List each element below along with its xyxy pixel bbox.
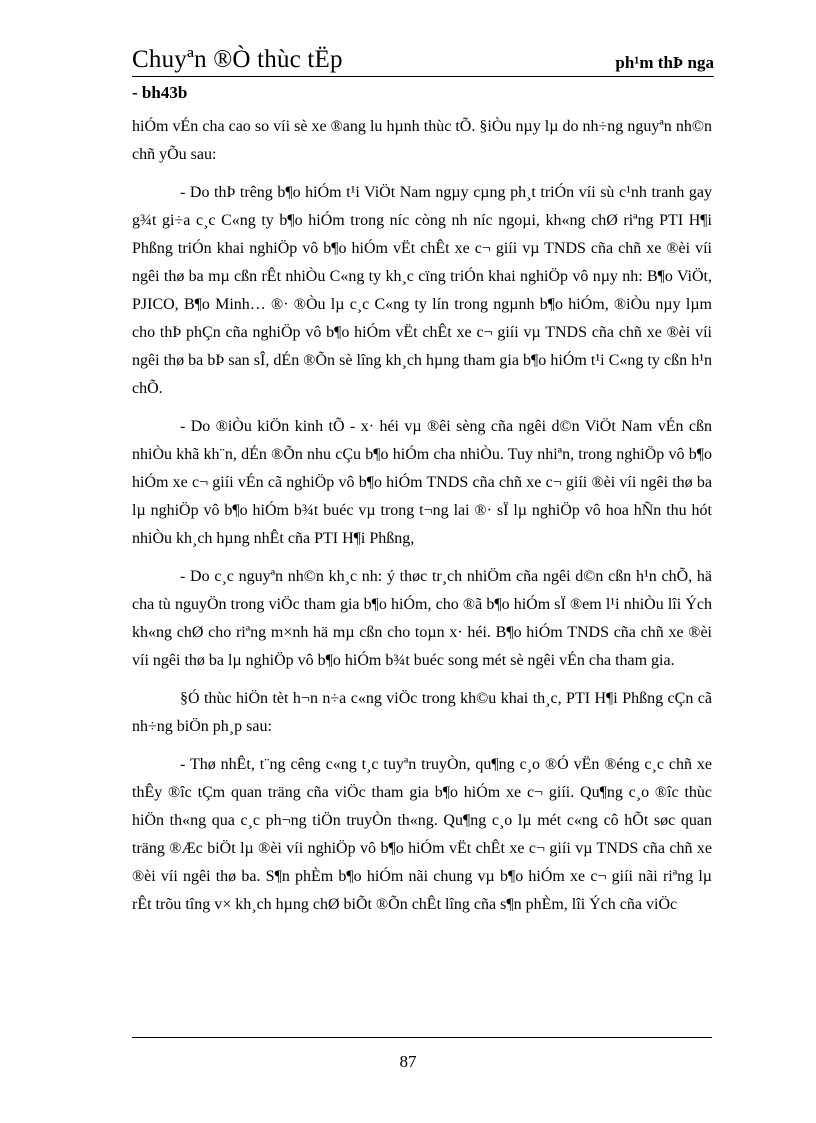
paragraph: §Ó thùc hiÖn tèt h¬n n÷a c«ng viÖc trong kh©u khai th¸c, PTI H¶i Phßng cÇn cã nh÷ng biÖn ph¸p sau: bbox=[132, 690, 712, 735]
paragraph: - Do thÞ trêng b¶o hiÓm t¹i ViÖt Nam ngµy cµng ph¸t triÓn víi sù c¹nh tranh gay g¾t gi÷a c¸c C«ng ty b¶o hiÓm trong níc còng nh níc ngoµi, kh«ng chØ riªng PTI H¶i Phßng triÓn khai nghiÖp vô b¶o hiÓm vËt chÊt xe c¬ giíi vµ TNDS cña chñ xe ®èi víi ngêi thø ba mµ cßn rÊt nhiÒu C«ng ty kh¸c cïng triÓn khai nghiÖp vô nµy nh: B¶o ViÖt, PJICO, B¶o Minh… ®· ®Òu lµ c¸c C«ng ty lín trong ngµnh b¶o hiÓm, ®iÒu nµy lµm cho thÞ phÇn cña nghiÖp vô b¶o hiÓm vËt chÊt xe c¬ giíi vµ TNDS cña chñ xe ®èi víi ngêi thø ba bÞ san sÎ, dÉn ®Õn sè lîng kh¸ch hµng tham gia b¶o hiÓm t¹i C«ng ty cßn h¹n chÕ. bbox=[132, 184, 712, 397]
author-name: ph¹m thÞ nga bbox=[615, 53, 714, 72]
footer-divider bbox=[132, 1037, 712, 1038]
page-header bbox=[132, 44, 714, 77]
class-code: - bh43b bbox=[132, 83, 188, 102]
paragraph: hiÓm vÉn cha cao so víi sè xe ®ang lu hµnh thùc tÕ. §iÒu nµy lµ do nh÷ng nguyªn nh©n chñ yÕu sau: bbox=[132, 118, 712, 163]
document-title: Chuyªn ®Ò thùc tËp bbox=[132, 46, 343, 73]
paragraph: - Thø nhÊt, t¨ng cêng c«ng t¸c tuyªn truyÒn, qu¶ng c¸o ®Ó vËn ®éng c¸c chñ xe thÊy ®îc tÇm quan träng cña viÖc tham gia b¶o hiÓm xe c¬ giíi. Qu¶ng c¸o ®îc thùc hiÖn th«ng qua c¸c ph¬ng tiÖn truyÒn th«ng. Qu¶ng c¸o lµ mét c«ng cô hÕt søc quan träng ®Æc biÖt lµ ®èi víi nghiÖp vô b¶o hiÓm vËt chÊt xe c¬ giíi vµ TNDS cña chñ xe ®èi víi ngêi thø ba. S¶n phÈm b¶o hiÓm nãi chung vµ b¶o hiÓm xe c¬ giíi nãi riªng lµ rÊt trõu tîng v× kh¸ch hµng chØ biÕt ®Õn chÊt lîng cña s¶n phÈm, lîi Ých cña viÖc bbox=[132, 756, 712, 913]
page-number: 87 bbox=[399, 1052, 417, 1071]
paragraph: - Do ®iÒu kiÖn kinh tÕ - x· héi vµ ®êi sèng cña ngêi d©n ViÖt Nam vÉn cßn nhiÒu khã kh¨n, dÉn ®Õn nhu cÇu b¶o hiÓm cha nhiÒu. Tuy nhiªn, trong nghiÖp vô b¶o hiÓm xe c¬ giíi vÉn cã nghiÖp vô b¶o hiÓm TNDS cña chñ xe c¬ giíi ®èi víi ngêi thø ba lµ nghiÖp vô b¶o hiÓm b¾t buéc vµ trong t¬ng lai ®· sÏ lµ nghiÖp vô hoa hÑn thu hót nhiÒu kh¸ch hµng nhÊt cña PTI H¶i Phßng, bbox=[132, 418, 712, 547]
paragraph: - Do c¸c nguyªn nh©n kh¸c nh: ý thøc tr¸ch nhiÖm cña ngêi d©n cßn h¹n chÕ, hä cha tù nguyÖn trong viÖc tham gia b¶o hiÓm, cho ®ã b¶o hiÓm sÏ ®em l¹i nhiÒu lîi Ých kh«ng chØ cho riªng m×nh hä mµ cßn cho toµn x· héi. B¶o hiÓm TNDS cña chñ xe ®èi víi ngêi thø ba lµ nghiÖp vô b¶o hiÓm b¾t buéc song mét sè ngêi vÉn cha tham gia. bbox=[132, 568, 712, 669]
body-text bbox=[132, 113, 712, 929]
